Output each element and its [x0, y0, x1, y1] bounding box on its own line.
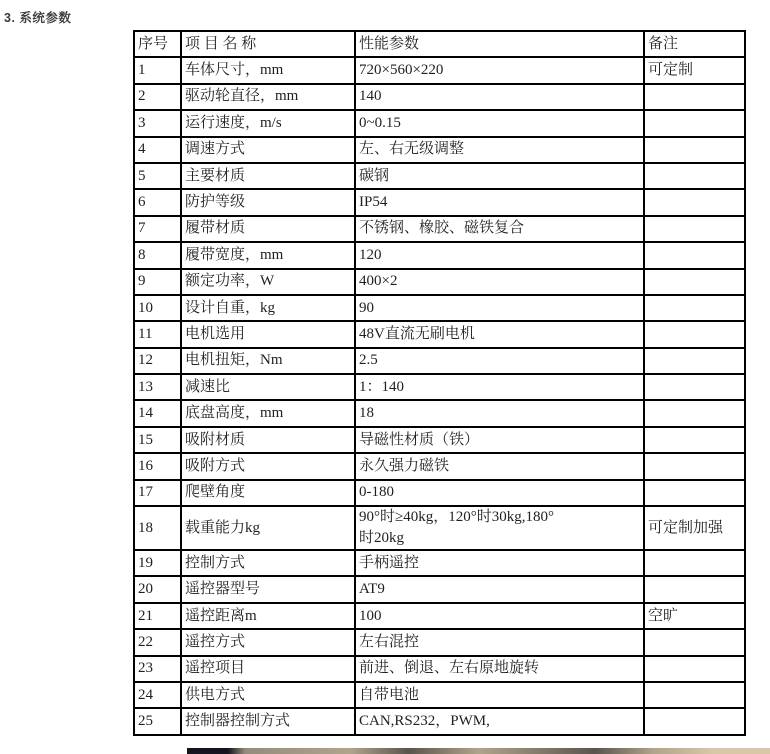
cell-item: 供电方式 — [181, 682, 355, 708]
cell-seq: 3 — [134, 110, 181, 136]
cell-seq: 13 — [134, 374, 181, 400]
cell-remark — [644, 629, 745, 655]
cell-param: 碳钢 — [355, 163, 644, 189]
cell-remark — [644, 682, 745, 708]
cell-param: AT9 — [355, 576, 644, 602]
cell-seq: 6 — [134, 189, 181, 215]
cell-param: 100 — [355, 603, 644, 629]
photo-top-edge — [187, 748, 770, 754]
cell-remark — [644, 656, 745, 682]
table-row — [134, 137, 745, 163]
table-row — [134, 656, 745, 682]
cell-remark — [644, 480, 745, 506]
cell-param: 90°时≥40kg，120°时30kg,180° 时20kg — [355, 506, 644, 550]
header-cell: 序号 — [134, 31, 181, 57]
cell-item: 遥控方式 — [181, 629, 355, 655]
cell-remark — [644, 427, 745, 453]
table-row — [134, 682, 745, 708]
table-row — [134, 110, 745, 136]
cell-remark — [644, 163, 745, 189]
table-row — [134, 216, 745, 242]
cell-param: IP54 — [355, 189, 644, 215]
table-row — [134, 453, 745, 479]
cell-param: 0-180 — [355, 480, 644, 506]
table-row — [134, 269, 745, 295]
cell-param: 400×2 — [355, 269, 644, 295]
cell-remark — [644, 374, 745, 400]
cell-item: 载重能力kg — [181, 506, 355, 550]
table-row — [134, 321, 745, 347]
table-row — [134, 480, 745, 506]
cell-item: 电机选用 — [181, 321, 355, 347]
page-title: 3. 系统参数 — [4, 11, 72, 25]
cell-seq: 15 — [134, 427, 181, 453]
cell-item: 防护等级 — [181, 189, 355, 215]
cell-seq: 17 — [134, 480, 181, 506]
cell-item: 底盘高度，mm — [181, 400, 355, 426]
cell-remark — [644, 269, 745, 295]
cell-item: 遥控距离m — [181, 603, 355, 629]
table-row — [134, 427, 745, 453]
cell-remark: 可定制 — [644, 57, 745, 83]
table-row — [134, 348, 745, 374]
cell-param: 前进、倒退、左右原地旋转 — [355, 656, 644, 682]
table-row — [134, 242, 745, 268]
table-row — [134, 629, 745, 655]
header-cell: 备注 — [644, 31, 745, 57]
cell-item: 爬壁角度 — [181, 480, 355, 506]
cell-param: 18 — [355, 400, 644, 426]
cell-param: 不锈钢、橡胶、磁铁复合 — [355, 216, 644, 242]
cell-seq: 1 — [134, 57, 181, 83]
table-row — [134, 57, 745, 83]
cell-seq: 22 — [134, 629, 181, 655]
table-row — [134, 189, 745, 215]
cell-item: 遥控项目 — [181, 656, 355, 682]
cell-seq: 18 — [134, 506, 181, 550]
cell-seq: 21 — [134, 603, 181, 629]
cell-remark — [644, 453, 745, 479]
cell-param: 90 — [355, 295, 644, 321]
cell-item: 驱动轮直径，mm — [181, 84, 355, 110]
cell-seq: 16 — [134, 453, 181, 479]
table-row — [134, 295, 745, 321]
cell-item: 车体尺寸，mm — [181, 57, 355, 83]
cell-item: 吸附方式 — [181, 453, 355, 479]
header-cell: 项 目 名 称 — [181, 31, 355, 57]
cell-seq: 11 — [134, 321, 181, 347]
cell-item: 控制器控制方式 — [181, 708, 355, 734]
cell-item: 履带材质 — [181, 216, 355, 242]
cell-param: 手柄遥控 — [355, 550, 644, 576]
cell-seq: 4 — [134, 137, 181, 163]
cell-item: 履带宽度，mm — [181, 242, 355, 268]
cell-item: 减速比 — [181, 374, 355, 400]
cell-item: 运行速度，m/s — [181, 110, 355, 136]
cell-seq: 19 — [134, 550, 181, 576]
table-row — [134, 708, 745, 734]
table-header-row — [134, 31, 745, 57]
cell-param: 48V直流无刷电机 — [355, 321, 644, 347]
cell-item: 设计自重，kg — [181, 295, 355, 321]
cell-remark — [644, 189, 745, 215]
cell-item: 调速方式 — [181, 137, 355, 163]
cell-param: 自带电池 — [355, 682, 644, 708]
cell-remark — [644, 295, 745, 321]
spec-table — [133, 30, 746, 736]
cell-remark — [644, 110, 745, 136]
cell-item: 主要材质 — [181, 163, 355, 189]
cell-remark — [644, 348, 745, 374]
cell-seq: 8 — [134, 242, 181, 268]
table-row — [134, 84, 745, 110]
cell-remark — [644, 708, 745, 734]
cell-param: 120 — [355, 242, 644, 268]
cell-item: 吸附材质 — [181, 427, 355, 453]
table-row — [134, 550, 745, 576]
cell-param: 720×560×220 — [355, 57, 644, 83]
cell-seq: 14 — [134, 400, 181, 426]
cell-remark — [644, 321, 745, 347]
cell-seq: 9 — [134, 269, 181, 295]
cell-param: 导磁性材质（铁） — [355, 427, 644, 453]
cell-seq: 24 — [134, 682, 181, 708]
cell-param: 0~0.15 — [355, 110, 644, 136]
cell-remark — [644, 137, 745, 163]
header-cell: 性能参数 — [355, 31, 644, 57]
cell-param: 左右混控 — [355, 629, 644, 655]
cell-remark — [644, 242, 745, 268]
cell-item: 额定功率，W — [181, 269, 355, 295]
cell-seq: 25 — [134, 708, 181, 734]
cell-param: 2.5 — [355, 348, 644, 374]
table-row — [134, 506, 745, 550]
cell-seq: 20 — [134, 576, 181, 602]
table-row — [134, 163, 745, 189]
cell-remark — [644, 550, 745, 576]
cell-seq: 2 — [134, 84, 181, 110]
table-row — [134, 576, 745, 602]
cell-remark — [644, 576, 745, 602]
table-row — [134, 374, 745, 400]
table-row — [134, 603, 745, 629]
cell-param: 140 — [355, 84, 644, 110]
cell-remark: 空旷 — [644, 603, 745, 629]
cell-item: 遥控器型号 — [181, 576, 355, 602]
cell-param: 左、右无级调整 — [355, 137, 644, 163]
cell-param: CAN,RS232，PWM, — [355, 708, 644, 734]
cell-remark — [644, 400, 745, 426]
cell-seq: 10 — [134, 295, 181, 321]
cell-remark — [644, 84, 745, 110]
cell-remark — [644, 216, 745, 242]
cell-seq: 7 — [134, 216, 181, 242]
cell-seq: 5 — [134, 163, 181, 189]
cell-remark: 可定制加强 — [644, 506, 745, 550]
cell-item: 电机扭矩，Nm — [181, 348, 355, 374]
cell-param: 永久强力磁铁 — [355, 453, 644, 479]
cell-seq: 23 — [134, 656, 181, 682]
cell-param: 1：140 — [355, 374, 644, 400]
table-row — [134, 400, 745, 426]
cell-item: 控制方式 — [181, 550, 355, 576]
cell-seq: 12 — [134, 348, 181, 374]
